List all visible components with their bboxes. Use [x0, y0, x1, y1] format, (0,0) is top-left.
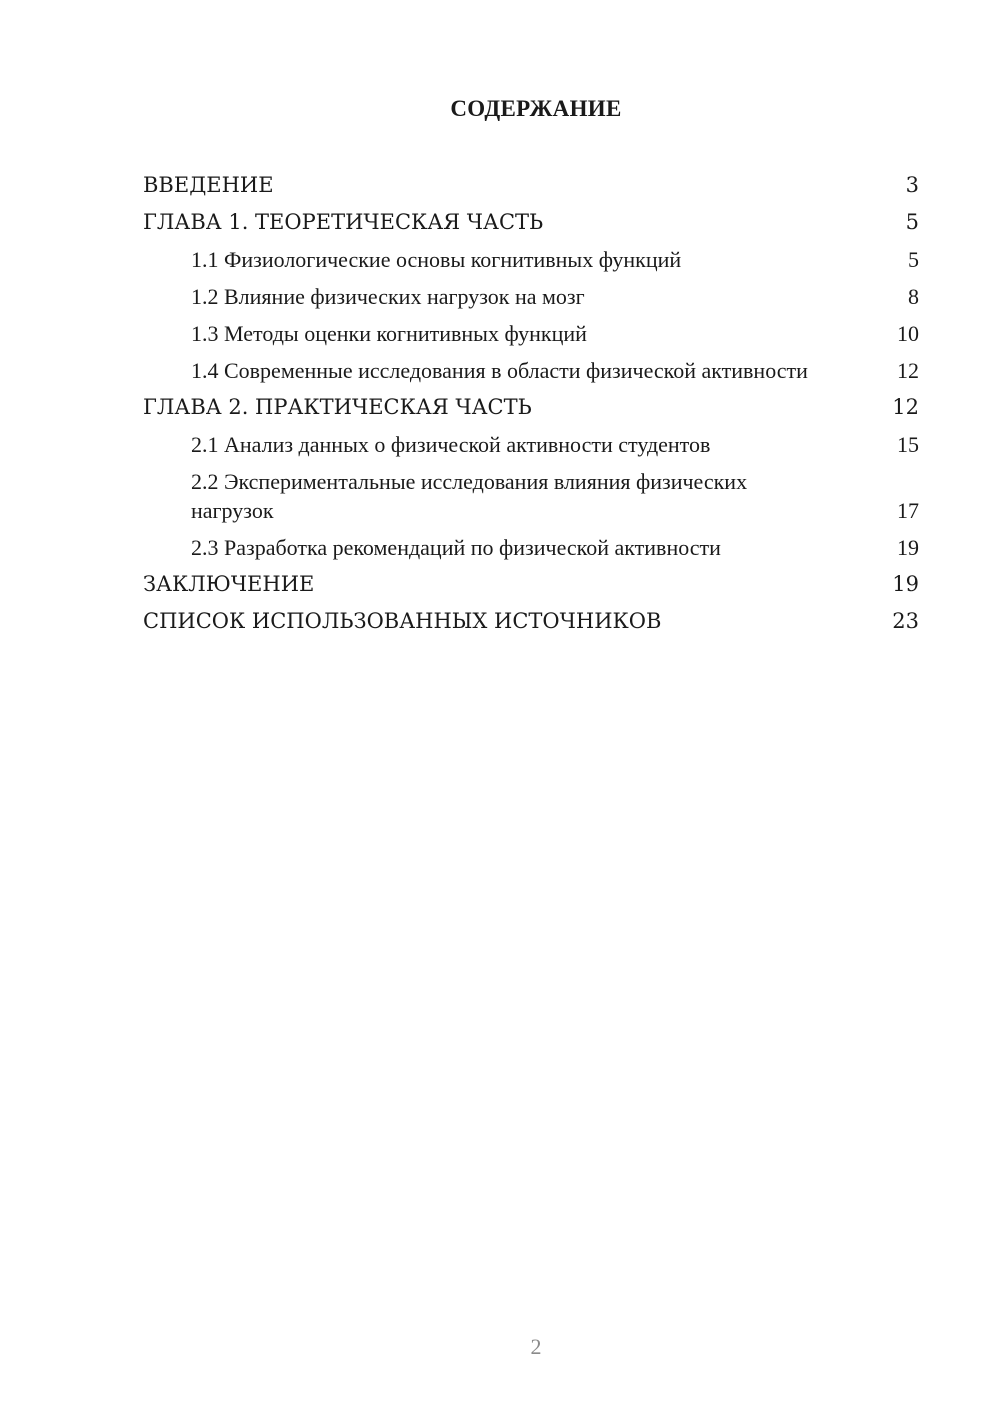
table-of-contents: [143, 167, 919, 640]
toc-entry-introduction[interactable]: [143, 167, 919, 204]
toc-entry-section-1-4[interactable]: [143, 352, 919, 389]
toc-entry-label: 2.3 Разработка рекомендаций по физической активности: [191, 535, 721, 560]
toc-entry-conclusion[interactable]: [143, 566, 919, 603]
toc-entry-page: 3: [905, 173, 919, 197]
toc-entry-page: 12: [892, 395, 919, 419]
toc-entry-page: 5: [908, 247, 919, 272]
toc-entry-section-1-3[interactable]: [143, 315, 919, 352]
toc-entry-section-2-2[interactable]: [143, 463, 919, 529]
toc-entry-label: 1.2 Влияние физических нагрузок на мозг: [191, 284, 585, 309]
toc-entry-section-1-1[interactable]: [143, 241, 919, 278]
toc-entry-page: 12: [897, 358, 919, 383]
page-number: 2: [530, 1334, 542, 1359]
toc-entry-label: ГЛАВА 2. ПРАКТИЧЕСКАЯ ЧАСТЬ: [143, 395, 532, 419]
toc-entry-page: 19: [897, 535, 919, 560]
toc-entry-page: 23: [892, 609, 919, 633]
toc-entry-label: СПИСОК ИСПОЛЬЗОВАННЫХ ИСТОЧНИКОВ: [143, 609, 662, 633]
toc-entry-chapter-2[interactable]: [143, 389, 919, 426]
toc-entry-page: 8: [908, 284, 919, 309]
toc-entry-page: 5: [905, 210, 919, 234]
toc-entry-label: 1.4 Современные исследования в области физической активности: [191, 358, 808, 383]
toc-entry-section-2-3[interactable]: [143, 529, 919, 566]
toc-entry-label: 2.1 Анализ данных о физической активности студентов: [191, 432, 711, 457]
toc-entry-references[interactable]: [143, 603, 919, 640]
toc-entry-label: 2.2 Экспериментальные исследования влияния физических нагрузок: [191, 469, 748, 523]
toc-entry-page: 19: [892, 572, 919, 596]
toc-entry-label: 1.1 Физиологические основы когнитивных функций: [191, 247, 682, 272]
toc-entry-section-1-2[interactable]: [143, 278, 919, 315]
toc-entry-label: ВВЕДЕНИЕ: [143, 173, 274, 197]
toc-entry-page: 15: [897, 432, 919, 457]
toc-entry-label: ЗАКЛЮЧЕНИЕ: [143, 572, 315, 596]
toc-entry-section-2-1[interactable]: [143, 426, 919, 463]
page-title: СОДЕРЖАНИЕ: [450, 96, 622, 121]
toc-entry-label: 1.3 Методы оценки когнитивных функций: [191, 321, 587, 346]
toc-entry-page: 10: [897, 321, 919, 346]
toc-entry-label: ГЛАВА 1. ТЕОРЕТИЧЕСКАЯ ЧАСТЬ: [143, 210, 544, 234]
toc-entry-chapter-1[interactable]: [143, 204, 919, 241]
toc-entry-page: 17: [897, 498, 919, 523]
